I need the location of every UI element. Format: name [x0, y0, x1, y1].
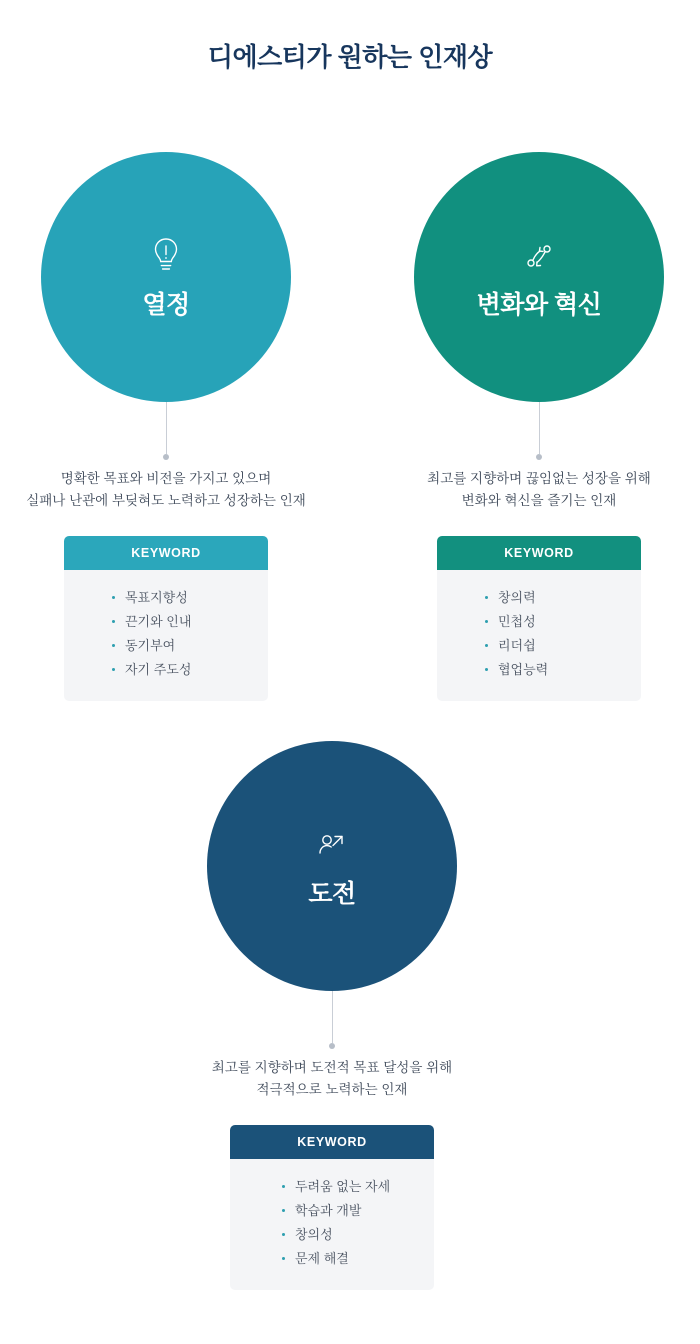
- list-item: 문제 해결: [282, 1247, 434, 1271]
- keyword-header: KEYWORD: [64, 536, 268, 570]
- keyword-body: [230, 1159, 434, 1289]
- keyword-box-challenge: [230, 1125, 434, 1289]
- list-item: 자기 주도성: [112, 658, 268, 682]
- keyword-box-passion: [64, 536, 268, 700]
- keyword-box-change: [437, 536, 641, 700]
- desc-line-1: 최고를 지향하며 끊임없는 성장을 위해: [427, 470, 651, 486]
- connector-challenge: [182, 991, 482, 1049]
- desc-line-1: 명확한 목표와 비전을 가지고 있으며: [60, 470, 272, 486]
- card-description-challenge: [182, 1057, 482, 1102]
- connector-dot: [329, 1043, 335, 1049]
- list-item: 동기부여: [112, 634, 268, 658]
- circle-passion: [41, 152, 291, 402]
- card-label-change: 변화와 혁신: [476, 290, 602, 319]
- desc-line-1: 최고를 지향하며 도전적 목표 달성을 위해: [211, 1059, 453, 1075]
- keyword-header: KEYWORD: [230, 1125, 434, 1159]
- circle-challenge: [207, 741, 457, 991]
- list-item: 리더쉽: [485, 634, 641, 658]
- keyword-list: [437, 586, 641, 682]
- page-title: 디에스티가 원하는 인재상: [207, 42, 493, 73]
- circle-change: [414, 152, 664, 402]
- person-arrow-icon: [309, 822, 355, 868]
- card-change: [389, 152, 689, 701]
- keyword-header: KEYWORD: [437, 536, 641, 570]
- desc-line-2: 실패나 난관에 부딪혀도 노력하고 성장하는 인재: [26, 493, 306, 509]
- list-item: 끈기와 인내: [112, 610, 268, 634]
- keyword-body: [437, 570, 641, 700]
- card-label-passion: 열정: [142, 290, 190, 319]
- connector-dot: [163, 454, 169, 460]
- lightbulb-icon: [143, 233, 189, 279]
- list-item: 목표지향성: [112, 586, 268, 610]
- circle-wrap-change: [389, 152, 689, 402]
- list-item: 창의력: [485, 586, 641, 610]
- card-description-change: [389, 468, 689, 513]
- path-arrows-icon: [516, 233, 562, 279]
- card-description-passion: [16, 468, 316, 513]
- keyword-list: [230, 1175, 434, 1271]
- connector-dot: [536, 454, 542, 460]
- connector-passion: [16, 402, 316, 460]
- list-item: 창의성: [282, 1223, 434, 1247]
- card-passion: [16, 152, 316, 701]
- keyword-body: [64, 570, 268, 700]
- circle-wrap-passion: [16, 152, 316, 402]
- connector-change: [389, 402, 689, 460]
- keyword-list: [64, 586, 268, 682]
- list-item: 두려움 없는 자세: [282, 1175, 434, 1199]
- list-item: 협업능력: [485, 658, 641, 682]
- connector-line: [332, 991, 333, 1043]
- connector-line: [166, 402, 167, 454]
- card-label-challenge: 도전: [308, 879, 356, 908]
- connector-line: [539, 402, 540, 454]
- list-item: 민첩성: [485, 610, 641, 634]
- card-challenge: [182, 741, 482, 1290]
- circle-wrap-challenge: [182, 741, 482, 991]
- list-item: 학습과 개발: [282, 1199, 434, 1223]
- desc-line-2: 적극적으로 노력하는 인재: [256, 1082, 408, 1098]
- desc-line-2: 변화와 혁신을 즐기는 인재: [461, 493, 617, 509]
